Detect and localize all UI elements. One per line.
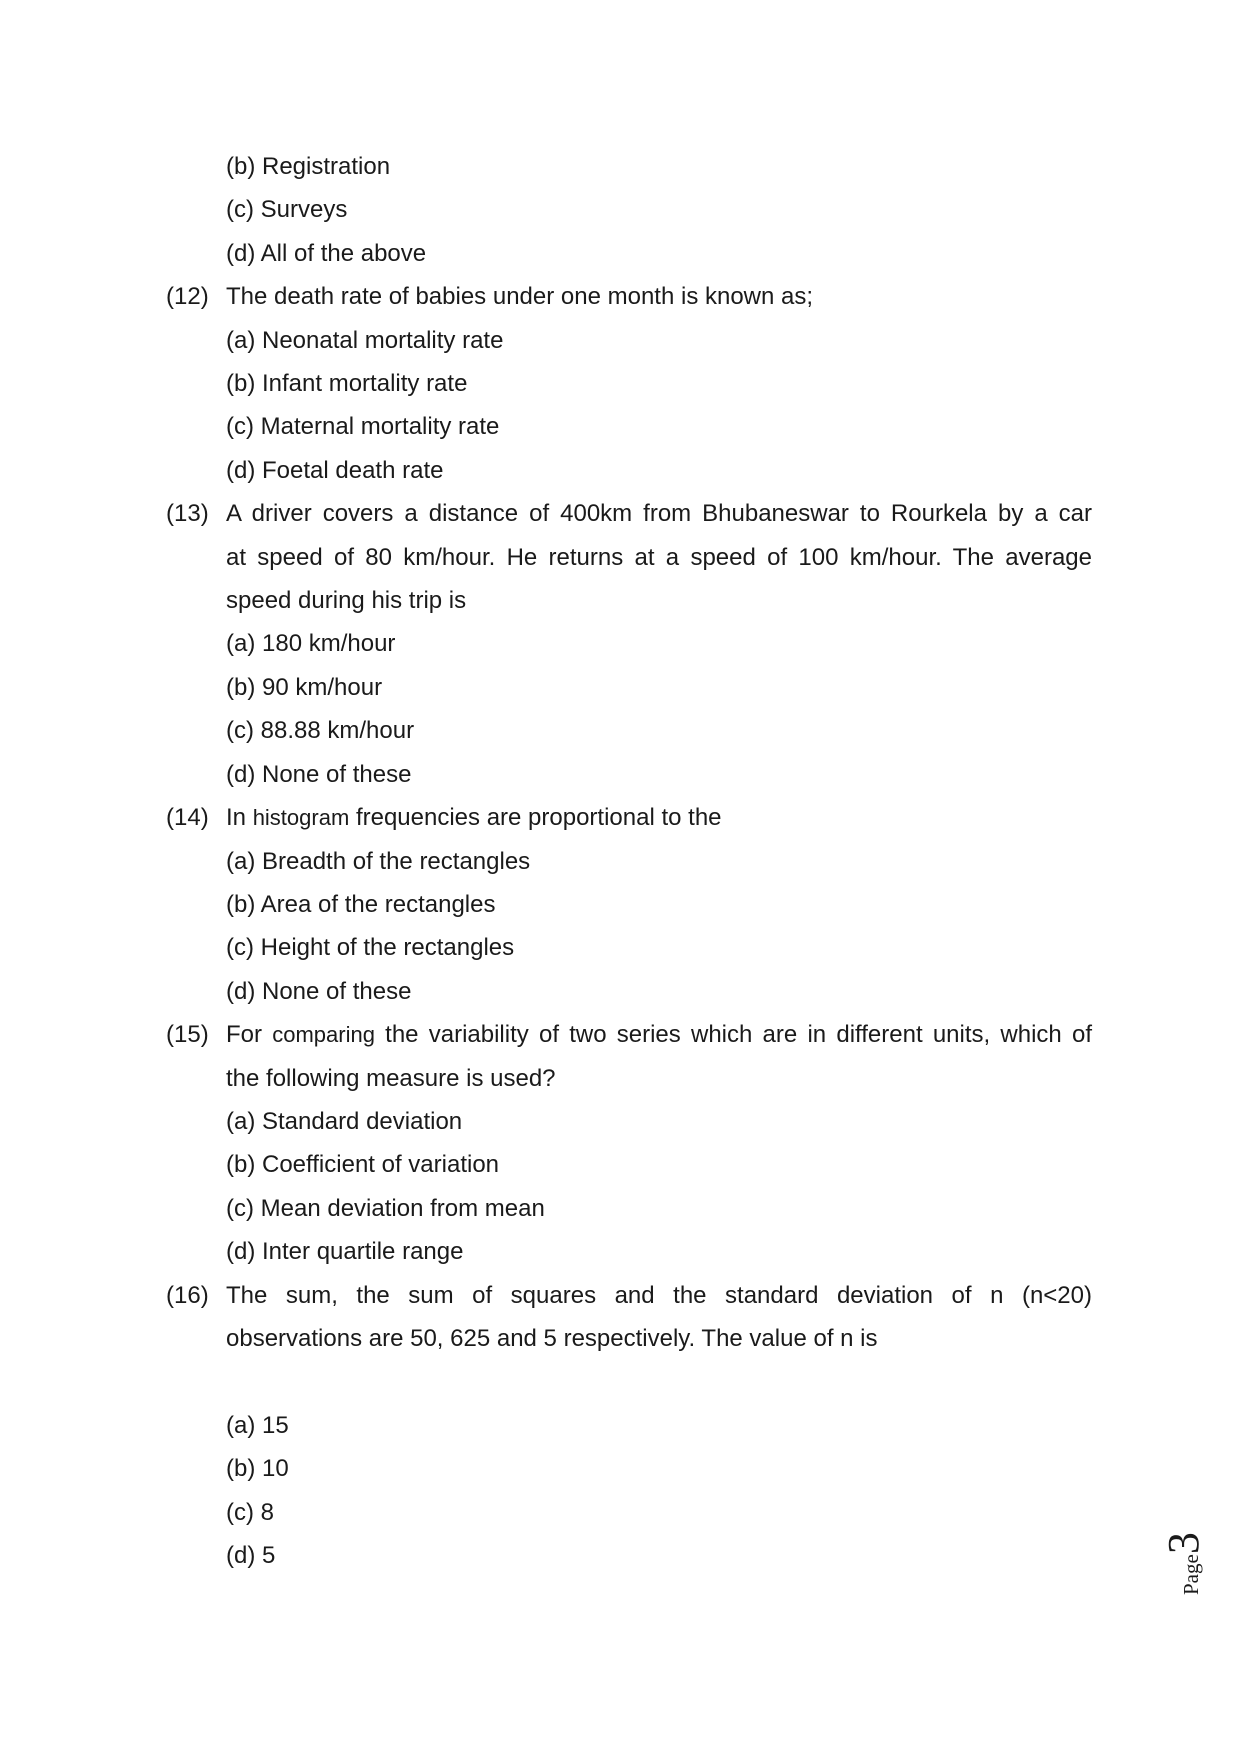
q15-number: (15) <box>166 1021 209 1049</box>
q12-stem <box>166 275 1092 318</box>
q15-option-b: (b) Coefficient of variation <box>226 1151 500 1179</box>
q13-stem-line-2: at speed of 80 km/hour. He returns at a speed of 100 km/hour. The average <box>226 543 1092 571</box>
blank-gap <box>166 1360 1092 1403</box>
q16-stem-line-1 <box>166 1274 1092 1317</box>
q15-option-c: (c) Mean deviation from mean <box>226 1194 545 1222</box>
q12-text: The death rate of babies under one month is known as; <box>226 283 814 311</box>
q15-stem-line-1: (15) For comparing the variability of two series which are in different units, which of <box>166 1013 1092 1056</box>
q14-stem: (14) In histogram frequencies are proportional to the <box>166 796 1092 839</box>
q13-option-a: (a) 180 km/hour <box>226 630 396 658</box>
q16-text-line-1: The sum, the sum of squares and the standard deviation of n (n<20) <box>226 1281 1092 1309</box>
question-list <box>166 145 1092 1577</box>
q16-option-a: (a) 15 <box>226 1411 289 1439</box>
q14-option-c: (c) Height of the rectangles <box>226 934 515 962</box>
q16-number: (16) <box>166 1281 209 1309</box>
q16-option-c: (c) 8 <box>226 1498 274 1526</box>
q12-number: (12) <box>166 283 209 311</box>
q13-stem-line-3: speed during his trip is <box>226 587 467 615</box>
q14-option-a: (a) Breadth of the rectangles <box>226 847 531 875</box>
q13-number: (13) <box>166 500 209 528</box>
q14-option-d: (d) None of these <box>226 977 412 1005</box>
q12-option-d: (d) Foetal death rate <box>226 456 444 484</box>
q15-stem-line-2: the following measure is used? <box>226 1064 556 1092</box>
q16-option-b: (b) 10 <box>226 1455 289 1483</box>
q13-stem-line-1 <box>166 492 1092 535</box>
q11-option-b: (b) Registration <box>226 153 391 180</box>
q14-text-small: histogram <box>252 805 350 831</box>
q11-option-c: (c) Surveys <box>226 196 348 224</box>
q14-option-b: (b) Area of the rectangles <box>226 890 496 918</box>
q15-option-a: (a) Standard deviation <box>226 1107 463 1135</box>
q14-number: (14) <box>166 804 209 832</box>
page-word: Page <box>1179 1554 1203 1595</box>
q13-text-line-1: A driver covers a distance of 400km from Bhubaneswar to Rourkela by a car <box>226 500 1092 528</box>
q13-option-d: (d) None of these <box>226 760 412 788</box>
q16-option-d: (d) 5 <box>226 1541 276 1569</box>
q13-option-b: (b) 90 km/hour <box>226 673 383 701</box>
q15-option-d: (d) Inter quartile range <box>226 1238 464 1266</box>
page-number: 3 <box>1159 1532 1208 1555</box>
q13-option-c: (c) 88.88 km/hour <box>226 717 415 745</box>
q11-option-d: (d) All of the above <box>226 239 427 267</box>
q12-option-a: (a) Neonatal mortality rate <box>226 326 504 354</box>
q12-option-b: (b) Infant mortality rate <box>226 370 468 398</box>
q15-text-small: comparing <box>272 1022 375 1048</box>
q12-option-c: (c) Maternal mortality rate <box>226 413 500 441</box>
page-number-label <box>1158 1532 1209 1595</box>
q16-stem-line-2: observations are 50, 625 and 5 respectively. The value of n is <box>226 1324 878 1352</box>
